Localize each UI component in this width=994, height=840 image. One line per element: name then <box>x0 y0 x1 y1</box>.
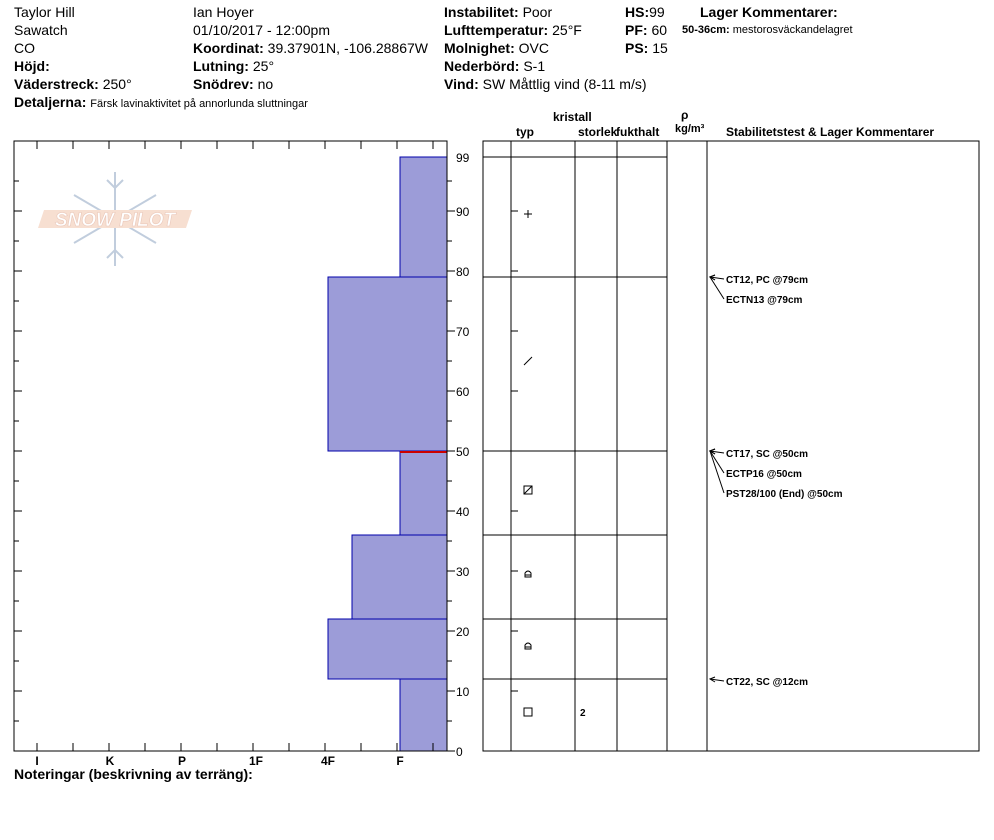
elevation-label: Höjd: <box>14 58 50 74</box>
depth-tick-label: 40 <box>456 505 470 519</box>
ps-label: PS: <box>625 40 649 56</box>
grain-slash-icon <box>524 357 532 365</box>
hardness-scale-label: I <box>35 754 39 768</box>
col-density-unit: kg/m³ <box>675 123 705 135</box>
wind-value: SW Måttlig vind (8-11 m/s) <box>482 76 647 92</box>
instability-value: Poor <box>522 4 553 20</box>
depth-tick-label: 30 <box>456 565 470 579</box>
details-label: Detaljerna: <box>14 94 87 110</box>
layer-comments-title: Lager Kommentarer: <box>700 4 838 20</box>
hs-value: 99 <box>649 4 665 20</box>
slope-value: 25° <box>252 58 275 74</box>
precip-value: S-1 <box>523 58 546 74</box>
hardness-scale-label: F <box>396 754 404 768</box>
stability-test-label: PST28/100 (End) @50cm <box>726 489 843 500</box>
cup-shape <box>525 643 531 649</box>
airtemp-value: 25°F <box>552 22 582 38</box>
airtemp-label: Lufttemperatur: <box>444 22 549 38</box>
grain-size-label: 2 <box>580 708 586 719</box>
depth-tick-label: 80 <box>456 265 470 279</box>
depth-tick-label: 50 <box>456 445 470 459</box>
logo-text: SNOW PILOT <box>54 210 176 231</box>
observation-datetime: 01/10/2017 - 12:00pm <box>193 22 330 38</box>
test-arrow-line <box>710 277 724 299</box>
cloud-value: OVC <box>518 40 549 56</box>
col-crystal: kristall <box>553 110 592 124</box>
observer-name: Ian Hoyer <box>193 4 254 20</box>
col-type: typ <box>516 125 534 139</box>
range-name: Sawatch <box>14 22 68 38</box>
details-value: Färsk lavinaktivitet på annorlunda sluttningar <box>90 98 308 110</box>
layer-table-frame <box>483 141 979 751</box>
precip-label: Nederbörd: <box>444 58 520 74</box>
grain-boxed-x-icon <box>524 486 532 494</box>
slope-label: Lutning: <box>193 58 249 74</box>
test-arrow-line <box>710 451 724 473</box>
layer-comment-text: mestorosväckandelagret <box>732 24 853 36</box>
square-outline <box>524 708 532 716</box>
pf-label: PF: <box>625 22 648 38</box>
cloud-label: Molnighet: <box>444 40 515 56</box>
snowpilot-logo <box>38 172 192 266</box>
hardness-layer-bar <box>400 451 447 535</box>
hardness-layer-bar <box>328 619 447 679</box>
hardness-scale-label: 1F <box>248 754 264 768</box>
coord-label: Koordinat: <box>193 40 264 56</box>
col-stability: Stabilitetstest & Lager Kommentarer <box>726 125 935 139</box>
hardness-layer-bar <box>400 157 447 277</box>
pf-value: 60 <box>651 22 668 38</box>
snowdrift-value: no <box>257 76 274 92</box>
depth-tick-label: 10 <box>456 685 470 699</box>
profile-grid <box>14 141 979 751</box>
instability-label: Instabilitet: <box>444 4 519 20</box>
col-size: storlek <box>578 125 618 139</box>
grain-cup-icon <box>525 643 531 649</box>
hardness-scale-label: K <box>105 754 115 768</box>
hs-label: HS: <box>625 4 650 20</box>
grain-square-icon <box>524 708 532 716</box>
coord-value: 39.37901N, -106.28867W <box>267 40 428 56</box>
hardness-layer-bar <box>400 679 447 751</box>
ps-value: 15 <box>652 40 668 56</box>
depth-tick-label: 70 <box>456 325 470 339</box>
grain-cup-icon <box>525 571 531 577</box>
depth-tick-label: 60 <box>456 385 470 399</box>
layer-comment-range: 50-36cm: <box>682 24 730 36</box>
depth-tick-label: 90 <box>456 205 470 219</box>
stability-test-label: ECTP16 @50cm <box>726 469 802 480</box>
snowdrift-label: Snödrev: <box>193 76 254 92</box>
hardness-layer-bar <box>328 277 447 451</box>
col-rho: ρ <box>681 108 689 122</box>
depth-tick-label: 99 <box>456 151 470 165</box>
box-diagonal <box>524 486 532 494</box>
hardness-layer-bar <box>352 535 447 619</box>
wind-label: Vind: <box>444 76 479 92</box>
notes-label: Noteringar (beskrivning av terräng): <box>14 766 253 782</box>
test-arrow-line <box>710 451 724 493</box>
location-name: Taylor Hill <box>14 4 75 20</box>
stability-test-label: ECTN13 @79cm <box>726 295 803 306</box>
state-name: CO <box>14 40 35 56</box>
stability-test-label: CT12, PC @79cm <box>726 275 809 286</box>
hardness-scale-label: 4F <box>320 754 336 768</box>
slash-stroke <box>524 357 532 365</box>
depth-tick-label: 0 <box>456 745 463 759</box>
grain-plus-icon <box>524 210 532 218</box>
stability-test-label: CT22, SC @12cm <box>726 677 809 688</box>
stability-test-label: CT17, SC @50cm <box>726 449 809 460</box>
hardness-layers <box>328 157 447 751</box>
aspect-value: 250° <box>102 76 132 92</box>
hardness-scale-label: P <box>177 754 187 768</box>
cup-shape <box>525 571 531 577</box>
col-moisture: fukthalt <box>616 125 660 139</box>
depth-tick-label: 20 <box>456 625 470 639</box>
aspect-label: Väderstreck: <box>14 76 99 92</box>
